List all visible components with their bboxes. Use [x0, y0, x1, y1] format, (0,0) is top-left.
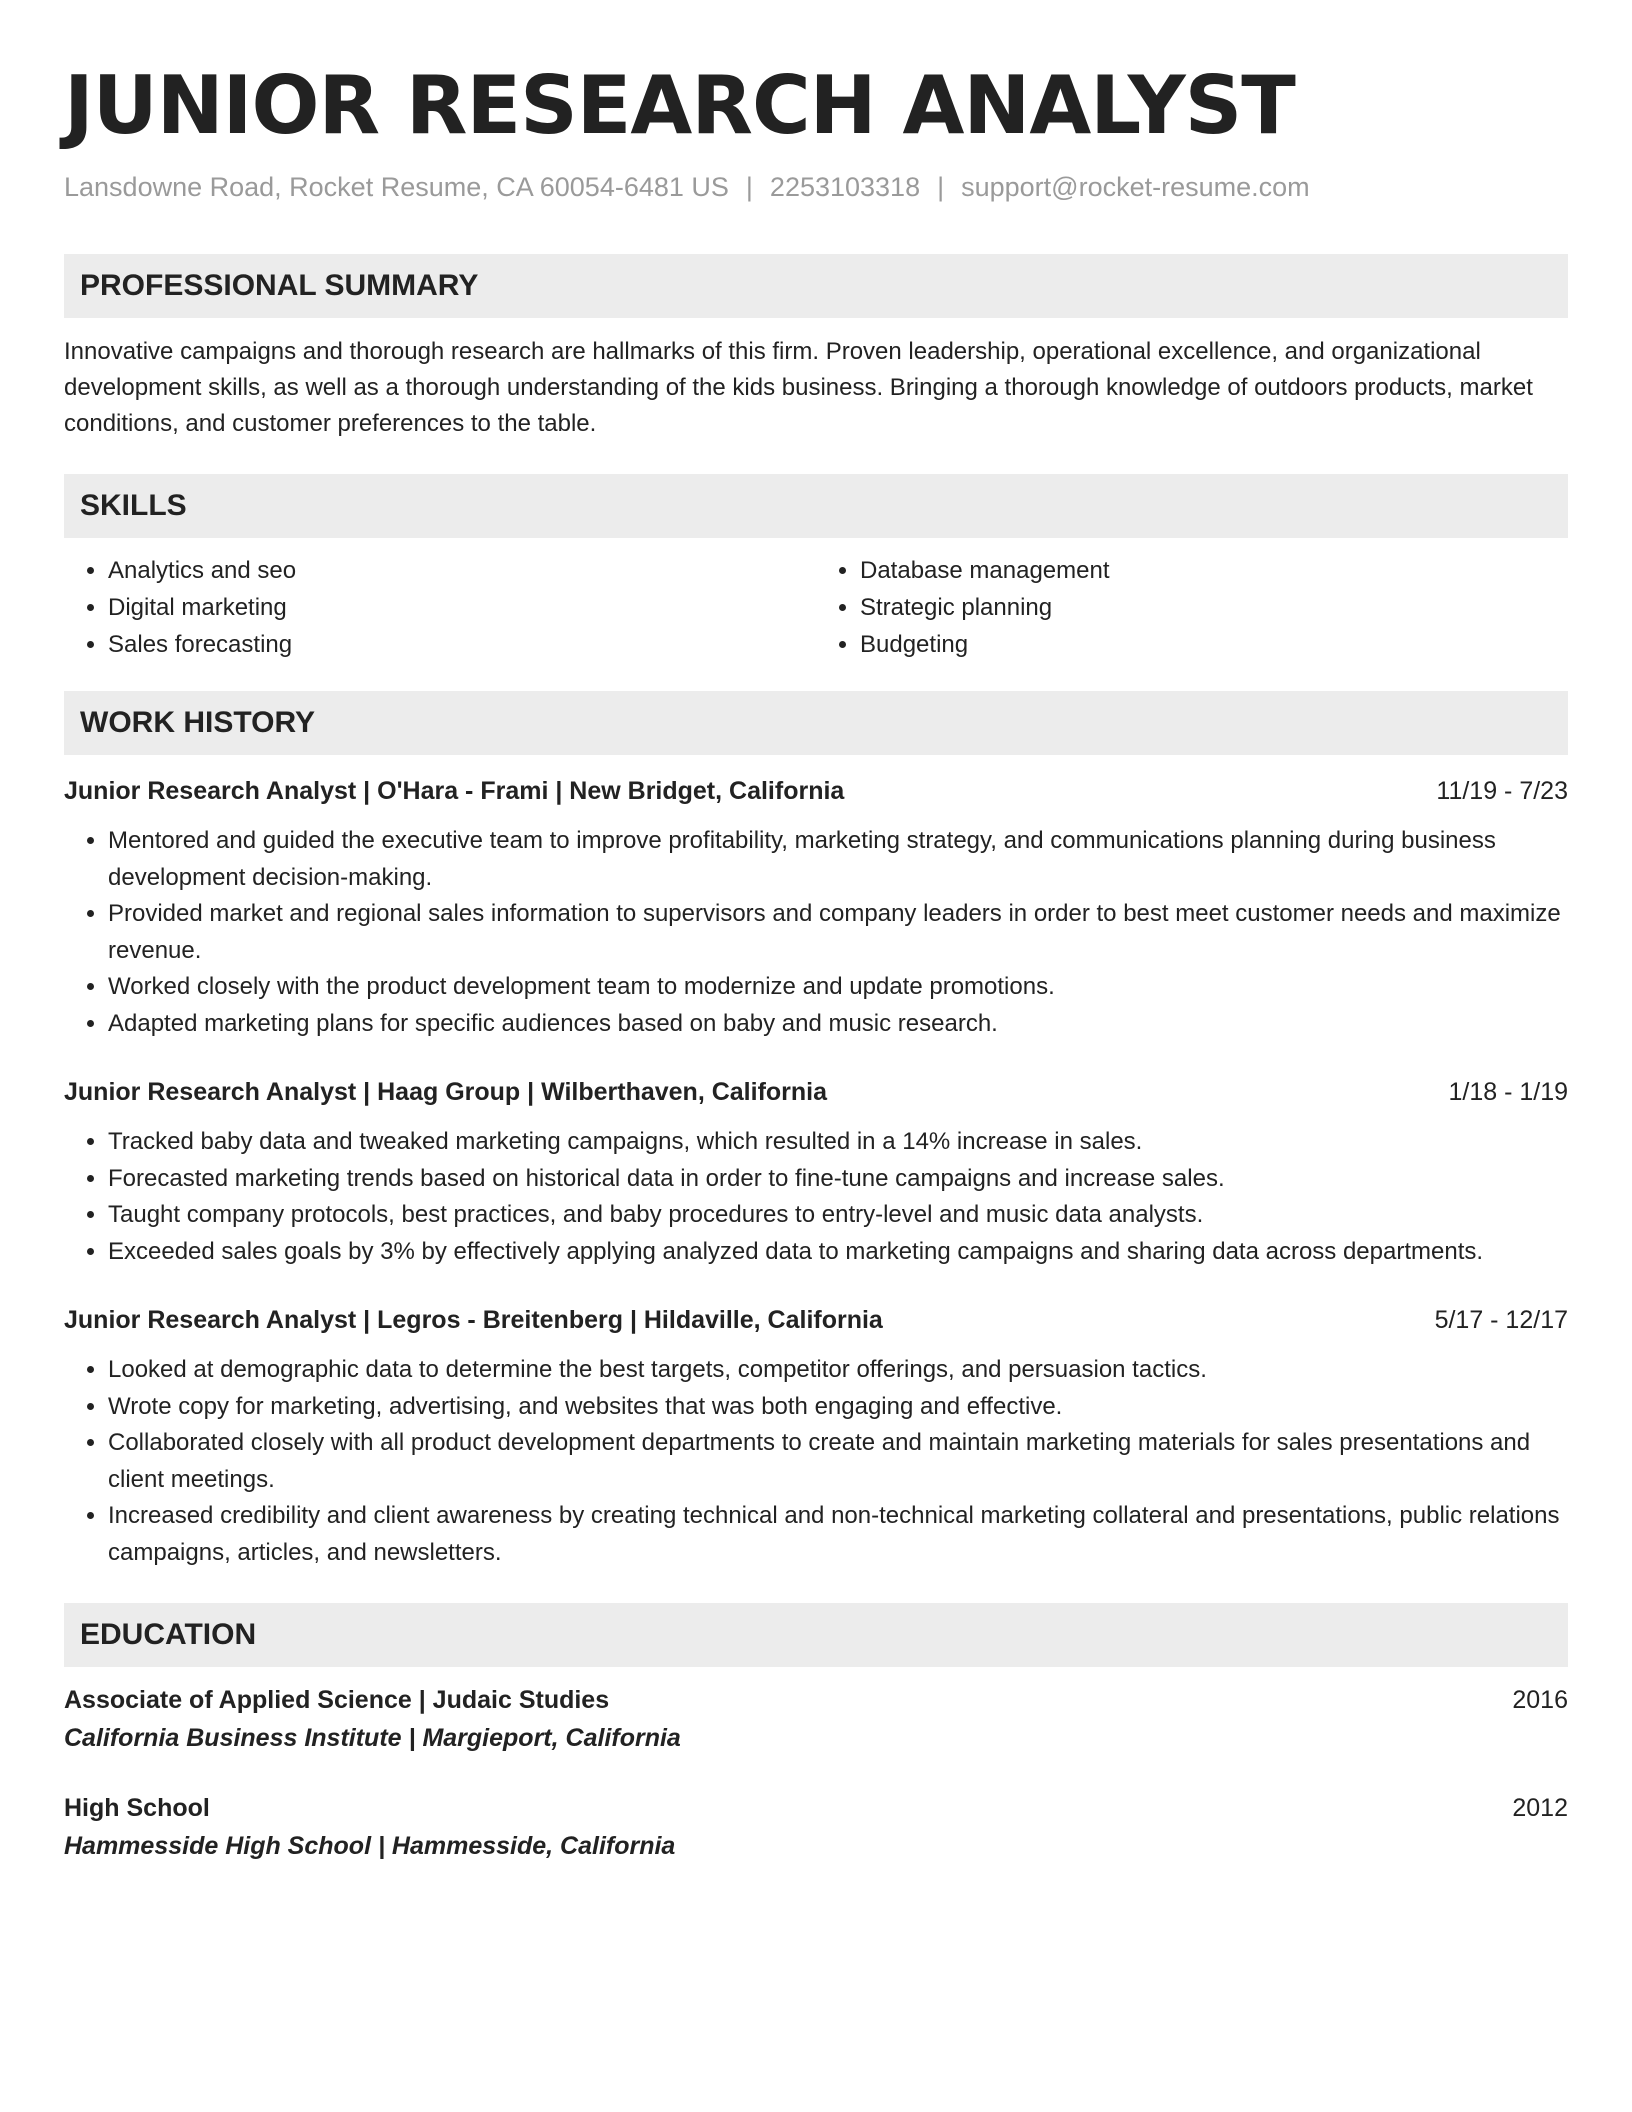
- work-history-heading: WORK HISTORY: [64, 691, 1568, 755]
- summary-text: Innovative campaigns and thorough research are hallmarks of this firm. Proven leadership, operational excellence, and organizational development skills, as well as a thorough understanding of the kids business. Bringing a thorough knowledge of outdoors products, market conditions, and customer preferences to the table.: [64, 338, 1533, 437]
- job-bullet: • Tracked baby data and tweaked marketing campaigns, which resulted in a 14% increase in sales.: [108, 1124, 1568, 1161]
- education-entry: [64, 1681, 1568, 1757]
- job-bullets: [64, 823, 1568, 1042]
- education-degree: Associate of Applied Science | Judaic Studies: [64, 1686, 610, 1714]
- education-entry: [64, 1789, 1568, 1865]
- job-dates: 5/17 - 12/17: [1434, 1306, 1568, 1334]
- job-bullet: • Mentored and guided the executive team to improve profitability, marketing strategy, and communications planning during business development decision-making.: [108, 823, 1568, 896]
- job-bullet: • Taught company protocols, best practices, and baby procedures to entry-level and music data analysts.: [108, 1197, 1568, 1234]
- skills-list: [64, 552, 1568, 663]
- contact-email: support@rocket-resume.com: [961, 172, 1310, 202]
- job-bullet: • Worked closely with the product development team to modernize and update promotions.: [108, 969, 1568, 1006]
- skills-column-right: [816, 552, 1568, 663]
- summary-heading: PROFESSIONAL SUMMARY: [64, 254, 1568, 318]
- resume-name: JUNIOR RESEARCH ANALYST: [64, 59, 1295, 152]
- job-bullet: • Increased credibility and client awareness by creating technical and non-technical marketing collateral and presentations, public relations campaigns, articles, and newsletters.: [108, 1498, 1568, 1571]
- contact-separator: |: [937, 172, 945, 202]
- skills-heading: SKILLS: [64, 474, 1568, 538]
- education-year: 2016: [1512, 1686, 1568, 1714]
- skill-item: • Database management: [860, 552, 1568, 589]
- contact-line: [64, 170, 1568, 204]
- education-school: California Business Institute | Margieport, California: [64, 1724, 681, 1752]
- resume-page: [64, 56, 1568, 1865]
- job-bullet: • Wrote copy for marketing, advertising, and websites that was both engaging and effective.: [108, 1389, 1568, 1426]
- job-entry: [64, 1074, 1568, 1270]
- skill-item: • Budgeting: [860, 626, 1568, 663]
- contact-phone: 2253103318: [769, 172, 921, 202]
- education-degree: High School: [64, 1794, 210, 1822]
- job-bullet: • Exceeded sales goals by 3% by effectively applying analyzed data to marketing campaigns and sharing data across departments.: [108, 1234, 1568, 1271]
- job-bullet: • Collaborated closely with all product development departments to create and maintain marketing materials for sales presentations and client meetings.: [108, 1425, 1568, 1498]
- job-dates: 11/19 - 7/23: [1436, 777, 1568, 805]
- job-bullet: • Provided market and regional sales information to supervisors and company leaders in order to best meet customer needs and maximize revenue.: [108, 896, 1568, 969]
- job-dates: 1/18 - 1/19: [1448, 1078, 1568, 1106]
- job-title: Junior Research Analyst | O'Hara - Frami | New Bridget, California: [64, 777, 845, 805]
- education-heading: EDUCATION: [64, 1603, 1568, 1667]
- skills-column-left: [64, 552, 816, 663]
- job-bullet: • Adapted marketing plans for specific audiences based on baby and music research.: [108, 1006, 1568, 1043]
- job-title: Junior Research Analyst | Haag Group | Wilberthaven, California: [64, 1078, 828, 1106]
- job-title: Junior Research Analyst | Legros - Breitenberg | Hildaville, California: [64, 1306, 883, 1334]
- job-bullets: [64, 1352, 1568, 1571]
- skill-item: • Digital marketing: [108, 589, 816, 626]
- job-bullets: [64, 1124, 1568, 1270]
- job-bullet: • Forecasted marketing trends based on historical data in order to fine-tune campaigns and increase sales.: [108, 1161, 1568, 1198]
- skill-item: • Strategic planning: [860, 589, 1568, 626]
- education-year: 2012: [1512, 1794, 1568, 1822]
- skill-item: • Analytics and seo: [108, 552, 816, 589]
- job-entry: [64, 1302, 1568, 1571]
- education-school: Hammesside High School | Hammesside, California: [64, 1832, 676, 1860]
- contact-address: Lansdowne Road, Rocket Resume, CA 60054-6481 US: [64, 172, 729, 202]
- contact-separator: |: [745, 172, 753, 202]
- skill-item: • Sales forecasting: [108, 626, 816, 663]
- job-bullet: • Looked at demographic data to determine the best targets, competitor offerings, and persuasion tactics.: [108, 1352, 1568, 1389]
- job-entry: [64, 773, 1568, 1042]
